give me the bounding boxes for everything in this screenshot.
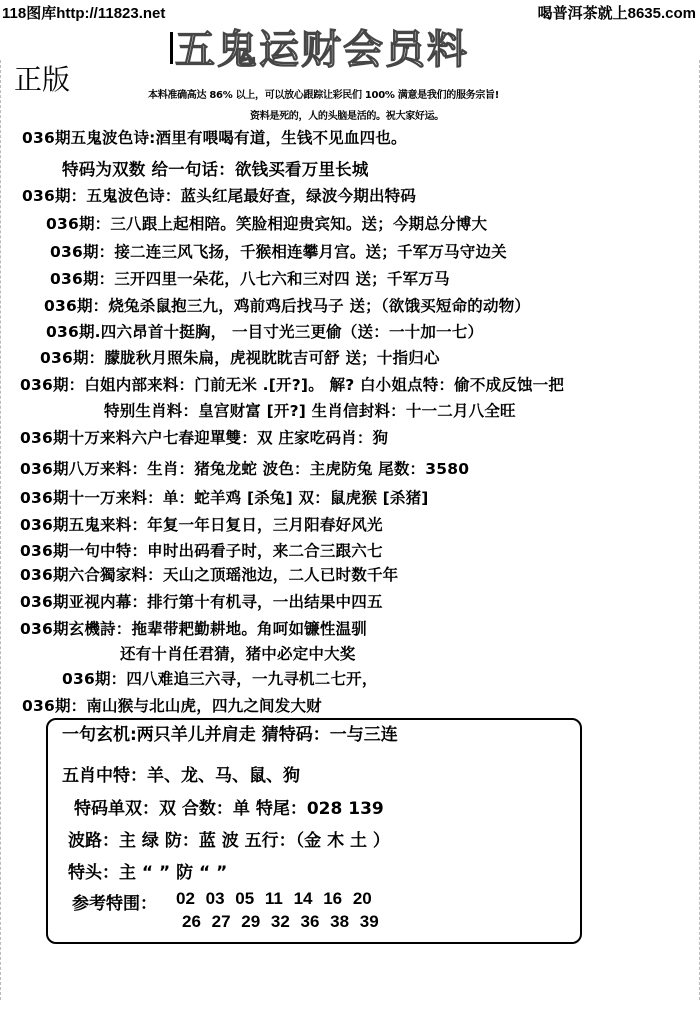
text-line: 036期五鬼波色诗:酒里有喂喝有道，生钱不见血四也。: [22, 129, 407, 147]
text-line: 036期：三八跟上起相陪。笑脸相迎贵宾知。送；今期总分博大: [46, 215, 488, 233]
box-ref-row-2: 26 27 29 32 36 38 39: [182, 912, 379, 931]
text-line: 036期五鬼来料：年复一年日复日，三月阳春好风光: [20, 516, 383, 534]
box-zodiac-line: 五肖中特：羊、龙、马、鼠、狗: [62, 766, 300, 786]
notice-line-1: 本料准确高达 86% 以上，可以放心跟踪让彩民们 100% 满意是我们的服务宗旨!: [148, 90, 500, 101]
page-title: 五鬼运财会员料: [175, 26, 469, 73]
text-line: 036期：五鬼波色诗：蓝头红尾最好查，绿波今期出特码: [22, 187, 417, 205]
text-line: 036期：烧兔杀鼠抱三九，鸡前鸡后找马子 送；（欲饿买短命的动物）: [44, 297, 531, 315]
box-head-line: 特头：主 “ ” 防 “ ”: [68, 863, 228, 883]
box-ref-label: 参考特围：: [72, 894, 157, 914]
text-line: 036期：四八难追三六寻，一九寻机二七开，: [62, 670, 378, 688]
text-line: 036期：接二连三风飞扬，千猴相连攀月宫。送；千军万马守边关: [50, 243, 507, 261]
text-line: 036期.四六昂首十挺胸， 一目寸光三更偷（送：一十加一七）: [46, 323, 484, 341]
site-watermark-right: 喝普洱茶就上8635.com: [537, 5, 696, 22]
text-line: 036期十一万来料：单：蛇羊鸡 [杀兔] 双：鼠虎猴 [杀猪]: [20, 489, 429, 507]
title-bar: [170, 32, 173, 64]
text-line: 036期：三开四里一朵花，八七六和三对四 送；千军万马: [50, 270, 450, 288]
left-edge-marks: [0, 60, 5, 1000]
right-edge-marks: [696, 60, 700, 1000]
text-line: 036期：朦胧秋月照朱扁，虎视眈眈吉可舒 送；十指归心: [40, 349, 440, 367]
site-watermark-left: 118图库http://11823.net: [2, 5, 166, 22]
text-line: 036期八万来料：生肖：猪兔龙蛇 波色：主虎防兔 尾数：3580: [20, 460, 470, 478]
box-riddle-line: 一句玄机:两只羊儿并肩走 猜特码：一与三连: [62, 725, 398, 745]
box-wave-line: 波路：主 绿 防：蓝 波 五行：（金 木 土 ）: [68, 831, 390, 851]
text-line: 还有十肖任君猜，猪中必定中大奖: [120, 645, 356, 663]
text-line: 036期六合獨家料：天山之顶瑶池边，二人已时数千年: [20, 566, 399, 584]
text-line: 036期一句中特：申时出码看子时，来二合三跟六七: [20, 542, 383, 560]
box-odd-even-line: 特码单双：双 合数：单 特尾：028 139: [74, 799, 384, 819]
text-line: 特码为双数 给一句话：欲钱买看万里长城: [62, 160, 369, 179]
text-line: 036期十万来料六户七春迎單雙：双 庄家吃码肖：狗: [20, 429, 389, 447]
text-line: 036期玄機詩：拖辈带耙勤耕地。角呵如镰性温驯: [20, 620, 367, 638]
text-line: 036期：南山猴与北山虎，四九之间发大财: [22, 697, 322, 715]
notice-line-2: 资料是死的，人的头脑是活的。祝大家好运。: [250, 111, 444, 122]
text-line: 036期：白姐内部来料：门前无米 .[开?]。 解? 白小姐点特：偷不成反蚀一把: [20, 376, 565, 394]
box-ref-row-1: 02 03 05 11 14 16 20: [176, 889, 372, 908]
text-line: 特别生肖料：皇宫财富 [开?] 生肖信封料：十一二月八全旺: [104, 402, 516, 420]
text-line: 036期亚视内幕：排行第十有机寻，一出结果中四五: [20, 593, 383, 611]
edition-badge: 正版: [14, 63, 71, 96]
